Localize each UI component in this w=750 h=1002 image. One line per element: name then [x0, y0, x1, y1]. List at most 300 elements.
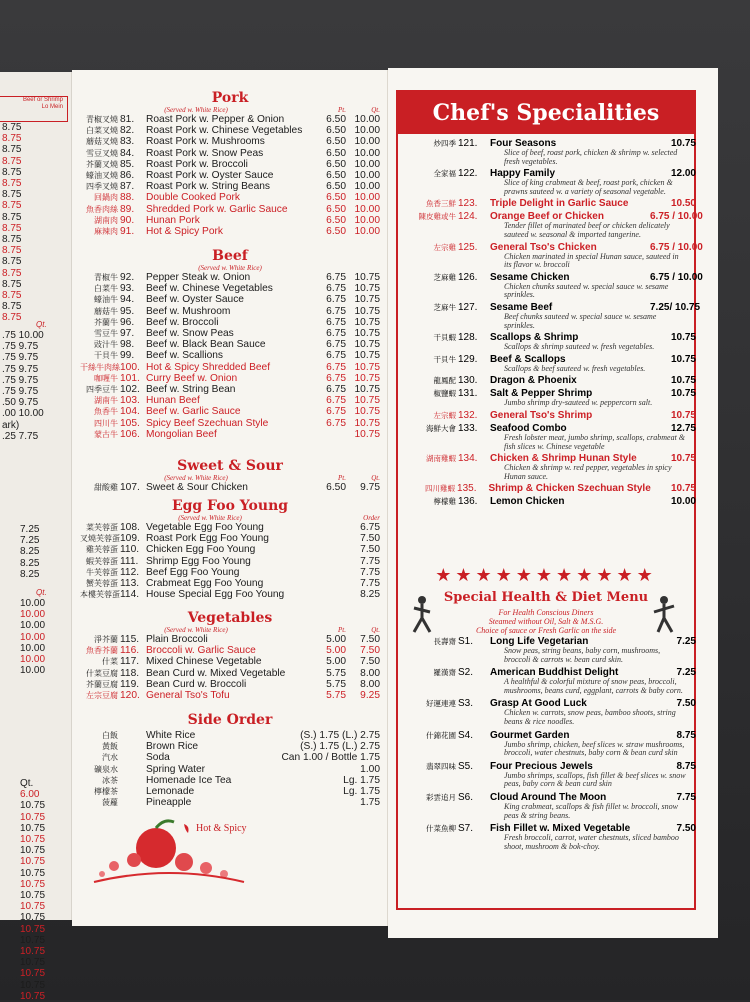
health-menu-title: Special Health & Diet Menu — [443, 590, 649, 605]
health-menu-chinese-name: 什菜魚柳 — [426, 824, 456, 834]
menu-item-number: 118. — [120, 667, 140, 679]
health-menu-description: Jumbo shrimps, scallops, fish fillet & beef slices w. snow peas, baby corn & bean curd skin — [504, 770, 686, 789]
menu-item-number: 103. — [120, 395, 140, 407]
health-menu-price: 8.75 — [676, 760, 696, 772]
menu-item-quart-price: 10.00 — [354, 147, 380, 159]
menu-item-quart-price: 10.75 — [354, 361, 380, 373]
menu-item-chinese-name: 湖南肉 — [94, 215, 118, 225]
egg-foo-young-title: Egg Foo Young — [171, 498, 289, 514]
menu-item-chinese-name: 本樓芙蓉蛋 — [80, 590, 120, 600]
health-menu-row — [400, 730, 696, 741]
menu-item-pint-price: 6.75 — [326, 406, 346, 418]
menu-item-quart-price: 7.50 — [360, 634, 380, 645]
left-strip-prices-a — [0, 122, 40, 324]
menu-item-chinese-name: 蘑菇叉燒 — [86, 137, 118, 147]
menu-item-quart-price: 7.75 — [360, 566, 380, 578]
menu-item-pint-price: 5.00 — [326, 634, 346, 645]
chef-special-name: Happy Family — [490, 168, 556, 180]
side-order-chinese-name: 白飯 — [102, 731, 118, 740]
side-order-row — [80, 741, 380, 752]
star-divider: ★★★★★★★★★★★ — [435, 565, 657, 585]
chef-special-number: 124. — [458, 211, 478, 223]
menu-item-chinese-name: 干絲牛肉絲 — [80, 362, 120, 372]
left-strip-price: 8.75 — [2, 166, 22, 178]
health-menu-price: 7.25 — [676, 636, 696, 647]
chef-special-chinese-name: 陳皮雞或牛 — [418, 212, 456, 222]
health-menu-chinese-name: 長壽齋 — [433, 637, 456, 646]
left-strip-price: 8.75 — [2, 245, 22, 257]
left-strip-price: .75 10.00 — [2, 330, 44, 341]
menu-item-number: 98. — [120, 339, 135, 351]
health-menu-number: S6. — [458, 791, 474, 803]
menu-item-pint-price: 6.50 — [326, 181, 346, 193]
menu-item-row — [80, 328, 380, 339]
left-strip-price: 8.75 — [2, 256, 22, 268]
side-order-name: Homenade Ice Tea — [146, 774, 232, 786]
left-strip-price: 8.75 — [2, 234, 22, 246]
health-menu-sub2: Steamed without Oil, Salt & M.S.G. — [488, 617, 604, 626]
menu-item-name: Roast Pork w. Snow Peas — [146, 147, 264, 159]
left-strip-price: .75 9.75 — [2, 341, 39, 353]
menu-item-quart-price: 10.75 — [354, 395, 380, 407]
menu-item-chinese-name: 四川牛 — [94, 418, 118, 428]
menu-item-number: 119. — [120, 678, 140, 690]
chef-special-description: Scallops & shrimp sauteed w. fresh vegetables. — [504, 342, 655, 352]
health-menu-chinese-name: 彩雲追月 — [426, 792, 456, 802]
left-strip-prices-e — [18, 778, 58, 1002]
health-menu-number: S3. — [458, 698, 474, 710]
pork-section — [80, 90, 380, 237]
side-order-chinese-name: 檸檬茶 — [94, 787, 118, 797]
health-menu-chinese-name: 什錦花園 — [426, 730, 456, 740]
menu-item-number: 95. — [120, 305, 135, 317]
left-strip-price: 10.75 — [20, 867, 46, 879]
menu-item-chinese-name: 四季豆牛 — [86, 385, 118, 395]
menu-item-name: Roast Pork w. String Beans — [146, 181, 271, 193]
chef-special-row — [400, 423, 696, 434]
chef-special-item — [400, 301, 701, 330]
menu-item-pint-price: 6.75 — [326, 384, 346, 396]
chef-special-price: 10.75 — [670, 375, 696, 387]
menu-item-name: Hot & Spicy Shredded Beef — [146, 361, 271, 373]
menu-item-pint-price: 6.75 — [326, 350, 346, 362]
menu-item-row — [80, 114, 380, 125]
chef-special-row — [400, 241, 703, 253]
menu-item-pint-price: 6.50 — [326, 226, 346, 238]
menu-item-number: 101. — [120, 372, 140, 384]
tai-chi-figure-right-icon — [650, 594, 678, 634]
side-order-spacer — [120, 752, 146, 763]
menu-item-number: 85. — [120, 158, 135, 170]
menu-item-number: 102. — [120, 384, 140, 396]
health-menu-name: Long Life Vegetarian — [490, 636, 589, 647]
chef-special-row — [400, 271, 703, 283]
chef-special-chinese-name: 芝麻牛 — [433, 302, 456, 312]
menu-item-name: Vegetable Egg Foo Young — [146, 522, 264, 533]
side-order-price: 1.00 — [360, 763, 380, 775]
chef-special-number: 121. — [458, 138, 478, 149]
menu-item-name: Roast Pork w. Broccoli — [146, 158, 248, 170]
left-strip-price: .00 10.00 — [2, 408, 44, 420]
health-menu-row — [400, 636, 696, 647]
menu-item-chinese-name: 蠔油牛 — [94, 295, 118, 305]
chef-special-name: Shrimp & Chicken Szechuan Style — [488, 483, 651, 495]
menu-item-name: Mongolian Beef — [146, 428, 217, 440]
menu-item-row — [80, 690, 380, 701]
chef-special-number: 131. — [458, 388, 478, 400]
menu-item-quart-price: 10.75 — [354, 283, 380, 295]
menu-item-chinese-name: 左宗豆腐 — [86, 691, 118, 701]
side-order-spacer — [120, 786, 146, 797]
health-menu-item — [400, 636, 696, 664]
beef-section — [80, 248, 380, 440]
egg-foo-young-order-header: Order — [363, 514, 380, 522]
menu-item-quart-price: 10.75 — [354, 406, 380, 418]
menu-item-quart-price: 10.00 — [354, 214, 380, 226]
chef-special-row — [400, 354, 696, 365]
left-strip-price: 8.25 — [20, 546, 40, 558]
side-order-row — [80, 786, 380, 797]
health-menu-number: S5. — [458, 760, 474, 772]
chef-special-number: 132. — [458, 409, 478, 421]
left-strip-price: 10.75 — [20, 822, 46, 834]
menu-item-chinese-name: 蠔油叉燒 — [86, 171, 118, 181]
menu-item-pint-price: 6.50 — [326, 192, 346, 204]
menu-item-row — [80, 634, 380, 645]
left-strip-price: 8.75 — [2, 278, 22, 290]
chef-special-item — [400, 241, 703, 270]
menu-item-number: 87. — [120, 181, 135, 193]
health-menu-item — [400, 698, 696, 726]
chef-special-chinese-name: 四川雞蝦 — [425, 484, 456, 494]
health-menu-name: Four Precious Jewels — [490, 760, 593, 772]
chef-special-description: Jumbo shrimp dry-sauteed w. peppercorn salt. — [504, 398, 653, 408]
menu-item-quart-price: 7.50 — [360, 656, 380, 668]
left-strip-price: 7.25 — [20, 535, 40, 547]
menu-item-pint-price: 6.75 — [326, 417, 346, 429]
menu-item-pint-price: 6.75 — [326, 328, 346, 340]
left-strip-price: 10.75 — [20, 968, 46, 980]
side-order-spacer — [120, 775, 146, 786]
menu-item-number: 111. — [120, 555, 139, 567]
menu-item-chinese-name: 湖南牛 — [94, 396, 118, 406]
menu-item-row — [80, 567, 380, 578]
health-menu-row — [400, 792, 696, 803]
menu-item-pint-price: 6.75 — [326, 372, 346, 384]
menu-item-name: Beef w. String Bean — [146, 384, 236, 396]
egg-foo-young-header — [80, 514, 380, 522]
menu-item-quart-price: 10.75 — [354, 328, 380, 340]
health-menu-sub3: Choice of sauce or Fresh Garlic on the side — [475, 626, 617, 635]
menu-item-name: Curry Beef w. Onion — [146, 372, 238, 384]
chef-special-name: Lemon Chicken — [490, 496, 565, 508]
menu-item-chinese-name: 麻辣肉 — [94, 227, 118, 237]
side-order-title: Side Order — [187, 712, 273, 728]
chef-special-price: 10.75 — [670, 138, 696, 149]
health-menu-chinese-name: 翡翠四味 — [426, 761, 456, 771]
chef-special-description: Beef chunks sauteed w. special sauce w. sesame sprinkles. — [504, 311, 657, 330]
menu-item-name: House Special Egg Foo Young — [146, 589, 285, 601]
vegetables-pt-header: Pt. — [338, 626, 346, 634]
menu-item-row — [80, 136, 380, 147]
health-menu-price: 7.50 — [676, 698, 696, 710]
middle-menu-panel — [72, 70, 388, 926]
chef-special-chinese-name: 全家福 — [433, 169, 456, 179]
sweet-sour-pt-header: Pt. — [338, 474, 346, 482]
chef-special-chinese-name: 湖南雞蝦 — [426, 454, 456, 464]
left-strip-price: 8.75 — [2, 200, 22, 212]
health-menu-description: Snow peas, string beans, baby corn, mushrooms, broccoli & carrots w. bean curd skin. — [504, 646, 661, 664]
chef-special-description: Chicken chunks sauteed w. special sauce w. sesame sprinkles. — [504, 281, 669, 300]
chef-special-chinese-name: 魚香三鮮 — [426, 199, 456, 209]
chef-special-price: 10.75 — [670, 483, 696, 495]
menu-item-name: Beef w. Garlic Sauce — [146, 406, 241, 418]
vegetables-qt-header: Qt. — [371, 626, 380, 634]
chef-special-name: Beef & Scallops — [490, 353, 566, 365]
left-strip-price: .50 9.75 — [2, 397, 39, 409]
chef-special-name: Four Seasons — [490, 138, 557, 149]
menu-item-name: Beef w. Oyster Sauce — [146, 294, 244, 306]
health-menu-description: King crabmeat, scallops & fish fillet w. broccoli, snow peas & string beans. — [504, 801, 678, 820]
left-strip-price: 10.00 — [20, 654, 46, 666]
side-order-spacer — [120, 741, 146, 752]
chef-special-item — [400, 138, 696, 166]
pork-list — [80, 114, 380, 237]
menu-item-number: 94. — [120, 294, 135, 306]
side-order-name: Spring Water — [146, 763, 206, 775]
menu-item-name: Bean Curd w. Broccoli — [146, 678, 247, 690]
menu-item-number: 110. — [120, 544, 140, 556]
menu-item-pint-price: 6.50 — [326, 170, 346, 182]
menu-item-name: Beef w. Broccoli — [146, 316, 219, 328]
menu-item-number: 89. — [120, 203, 135, 215]
left-strip-price: 6.00 — [20, 789, 40, 801]
menu-item-quart-price: 10.75 — [354, 417, 380, 429]
menu-item-quart-price: 10.75 — [354, 316, 380, 328]
chef-special-price: 10.75 — [670, 409, 696, 421]
menu-item-chinese-name: 白菜牛 — [94, 284, 118, 294]
menu-item-quart-price: 10.75 — [354, 372, 380, 384]
menu-item-row — [80, 679, 380, 690]
chef-special-price: 10.00 — [670, 496, 696, 508]
health-menu-chinese-name: 好運連連 — [426, 699, 456, 709]
left-strip-price: 8.75 — [2, 290, 22, 302]
chef-special-item — [400, 423, 696, 451]
side-order-list — [80, 730, 380, 808]
menu-item-name: Roast Pork w. Oyster Sauce — [146, 170, 274, 182]
menu-item-chinese-name: 什菜豆腐 — [86, 668, 118, 678]
side-order-spacer — [120, 797, 146, 808]
left-strip-price: 7.25 — [20, 524, 40, 535]
chef-special-description: Chicken marinated in special Hunan sauce, sauteed in its flavor w. broccoli — [504, 251, 679, 270]
menu-item-name: Roast Pork w. Mushrooms — [146, 136, 265, 148]
menu-item-row — [80, 283, 380, 294]
chef-special-name: Sesame Beef — [490, 301, 553, 313]
sweet-sour-title: Sweet & Sour — [177, 458, 283, 474]
left-strip-price: 10.75 — [20, 901, 46, 913]
menu-item-quart-price: 10.00 — [354, 181, 380, 193]
menu-item-chinese-name: 魚香牛 — [94, 407, 118, 417]
left-strip-price: 10.75 — [20, 957, 46, 969]
pork-title: Pork — [211, 90, 249, 106]
health-menu-name: Gourmet Garden — [490, 729, 570, 741]
chef-special-row — [400, 138, 696, 149]
chef-special-item — [400, 453, 696, 481]
menu-item-number: 113. — [120, 578, 140, 590]
sweet-sour-qt-header: Qt. — [371, 474, 380, 482]
health-menu-description: Jumbo shrimp, chicken, beef slices w. straw mushrooms, broccoli, water chestnuts, baby corn & bean curd skin — [504, 739, 685, 758]
beef-title: Beef — [212, 248, 248, 264]
beef-sub: (Served w. White Rice) — [198, 264, 262, 272]
menu-item-quart-price: 9.75 — [360, 482, 380, 493]
left-strip-price: 8.25 — [20, 557, 40, 569]
side-order-name: White Rice — [146, 730, 196, 741]
menu-item-quart-price: 7.50 — [360, 544, 380, 556]
chef-special-name: Seafood Combo — [490, 422, 567, 434]
menu-item-name: Beef w. Chinese Vegetables — [146, 283, 273, 295]
menu-item-pint-price: 6.50 — [326, 114, 346, 125]
left-strip-price: 10.75 — [20, 800, 46, 812]
menu-item-chinese-name: 青椒牛 — [94, 273, 118, 282]
menu-item-name: Beef w. Snow Peas — [146, 328, 234, 340]
menu-item-row — [80, 306, 380, 317]
chef-special-description: Fresh lobster meat, jumbo shrimp, scallops, crabmeat & fish slices w. Chinese vegetable — [504, 432, 686, 451]
menu-item-row — [80, 215, 380, 226]
menu-item-quart-price: 8.00 — [360, 678, 380, 690]
menu-item-quart-price: 10.00 — [354, 136, 380, 148]
chef-special-name: Dragon & Phoenix — [490, 375, 577, 387]
chef-special-number: 130. — [458, 375, 478, 387]
menu-item-name: Bean Curd w. Mixed Vegetable — [146, 667, 286, 679]
menu-item-name: Beef w. Black Bean Sauce — [146, 339, 266, 351]
beef-list — [80, 272, 380, 440]
menu-item-row — [80, 317, 380, 328]
menu-item-pint-price: 6.50 — [326, 136, 346, 148]
side-order-price: (S.) 1.75 (L.) 2.75 — [300, 730, 380, 741]
side-order-chinese-name: 黃飯 — [102, 742, 118, 752]
menu-item-chinese-name: 淨芥蘭 — [94, 635, 118, 644]
menu-item-name: Crabmeat Egg Foo Young — [146, 578, 264, 590]
left-strip-price: .75 9.75 — [2, 386, 39, 398]
menu-item-pint-price: 6.75 — [326, 361, 346, 373]
left-strip-price: 8.25 — [20, 568, 40, 580]
left-strip-price: 8.75 — [2, 122, 22, 133]
menu-item-row — [80, 645, 380, 656]
pork-pt-header: Pt. — [338, 106, 346, 114]
health-menu-item — [400, 792, 696, 820]
health-menu-price: 7.75 — [676, 791, 696, 803]
health-menu-name: Grasp At Good Luck — [490, 698, 587, 710]
menu-item-name: Mixed Chinese Vegetable — [146, 656, 262, 668]
chef-special-chinese-name: 龍鳳配 — [433, 376, 456, 386]
menu-item-name: Beef Egg Foo Young — [146, 566, 240, 578]
menu-item-chinese-name: 芥蘭牛 — [94, 317, 118, 327]
menu-item-quart-price: 9.25 — [360, 690, 380, 702]
side-order-chinese-name: 礦泉水 — [94, 764, 118, 774]
chef-special-chinese-name: 左宗蝦 — [433, 410, 456, 420]
menu-item-pint-price: 6.75 — [326, 294, 346, 306]
menu-item-chinese-name: 青椒叉燒 — [86, 115, 118, 124]
menu-item-chinese-name: 豉汁牛 — [94, 340, 118, 350]
menu-item-row — [80, 395, 380, 406]
health-menu-row — [400, 667, 696, 678]
left-strip-price: 10.75 — [20, 934, 46, 946]
chef-special-description: Slice of king crabmeat & beef, roast pork, chicken & prawns sauteed w. a variety of seasonal vegetable. — [504, 178, 673, 196]
health-menu-chinese-name: 羅漢齋 — [433, 668, 456, 678]
menu-item-quart-price: 10.00 — [354, 226, 380, 238]
menu-item-row — [80, 159, 380, 170]
menu-item-name: Spicy Beef Szechuan Style — [146, 417, 269, 429]
left-strip-price: 10.75 — [20, 834, 46, 846]
menu-item-row — [80, 362, 380, 373]
chef-special-item — [400, 211, 703, 239]
menu-item-number: 120. — [120, 690, 140, 702]
left-strip-price: .75 9.75 — [2, 363, 39, 375]
chef-special-row — [400, 198, 696, 209]
side-order-spacer — [120, 764, 146, 775]
chef-special-chinese-name: 干貝蝦 — [433, 333, 456, 343]
menu-item-name: Shrimp Egg Foo Young — [146, 555, 251, 567]
menu-item-number: 117. — [120, 656, 140, 668]
left-strip-price: 8.75 — [2, 222, 22, 234]
chef-special-price: 10.75 — [670, 453, 696, 465]
menu-item-number: 99. — [120, 350, 135, 362]
menu-item-number: 104. — [120, 406, 140, 418]
menu-item-quart-price: 10.75 — [354, 428, 380, 440]
menu-item-quart-price: 8.00 — [360, 667, 380, 679]
menu-item-chinese-name: 蝦芙蓉蛋 — [86, 556, 118, 566]
health-menu-number: S4. — [458, 729, 474, 741]
chef-special-item — [400, 375, 696, 386]
left-strip-prices-d — [18, 598, 58, 676]
menu-item-chinese-name: 蒙古牛 — [94, 429, 118, 439]
left-strip-price: 10.75 — [20, 990, 46, 1002]
health-menu-number: S7. — [458, 823, 474, 835]
health-menu-item — [400, 730, 696, 758]
lo-mein-box-line2: Lo Mein — [41, 104, 63, 110]
menu-item-number: 82. — [120, 125, 135, 137]
chili-icon — [182, 822, 192, 834]
menu-item-chinese-name: 白菜叉燒 — [86, 126, 118, 136]
chef-special-name: Salt & Pepper Shrimp — [490, 388, 593, 400]
chef-special-name: General Tso's Chicken — [490, 241, 597, 253]
menu-item-chinese-name: 什菜 — [102, 657, 118, 667]
menu-item-pint-price: 6.75 — [326, 395, 346, 407]
side-order-row — [80, 775, 380, 786]
chef-special-price: 7.25/ 10.75 — [650, 301, 701, 313]
left-strip-price: ark) — [2, 419, 20, 431]
chef-special-row — [400, 410, 696, 421]
health-menu-price: 7.25 — [676, 667, 696, 679]
menu-item-row — [80, 350, 380, 361]
chef-special-row — [400, 301, 701, 313]
chef-special-row — [400, 332, 696, 343]
menu-item-number: 107. — [120, 482, 140, 493]
left-strip-price: 10.00 — [20, 631, 46, 643]
chef-special-row — [400, 375, 696, 386]
chef-special-number: 129. — [458, 353, 478, 365]
left-strip-price: .25 7.75 — [2, 430, 39, 442]
menu-item-number: 88. — [120, 192, 135, 204]
chef-special-number: 134. — [458, 453, 478, 465]
health-menu-row — [400, 761, 696, 772]
left-strip-price: 8.75 — [2, 178, 22, 190]
menu-item-quart-price: 10.75 — [354, 384, 380, 396]
health-menu-name: Fish Fillet w. Mixed Vegetable — [490, 823, 631, 835]
menu-item-row — [80, 148, 380, 159]
chef-special-number: 125. — [458, 241, 478, 253]
pork-header — [80, 106, 380, 114]
